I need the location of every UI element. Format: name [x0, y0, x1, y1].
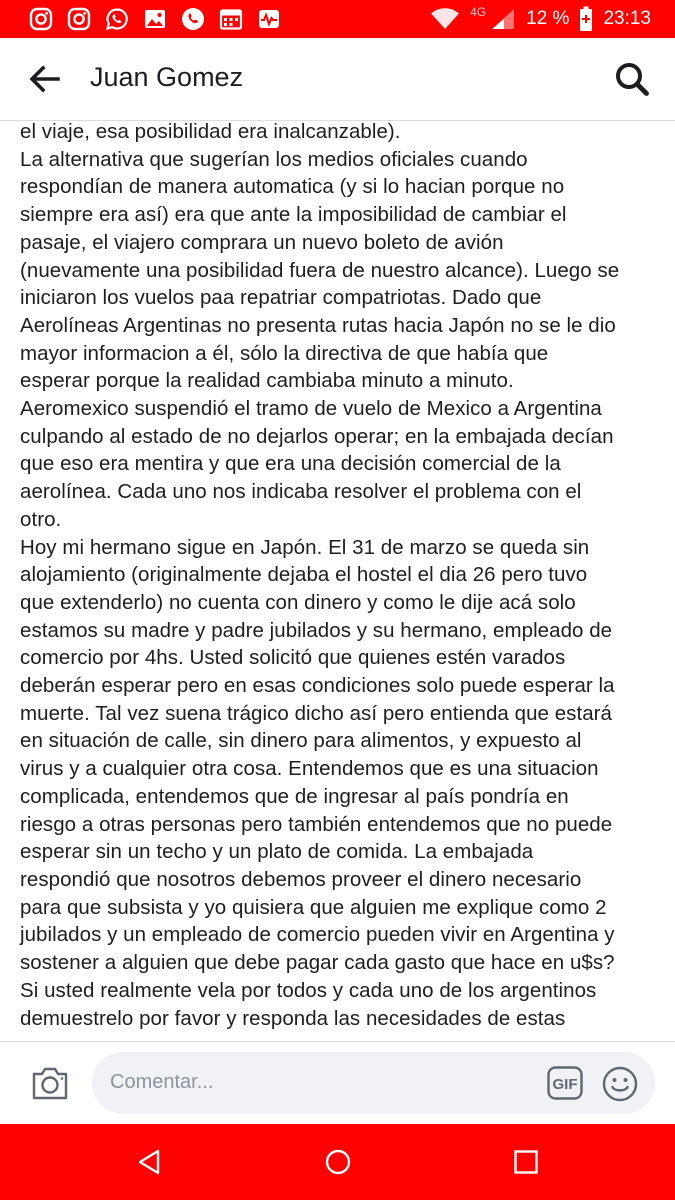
post-text-line: siempre era así) era que ante la imposibilidad de cambiar el	[20, 203, 567, 227]
post-content[interactable]	[0, 121, 675, 1041]
post-text-line: el viaje, esa posibilidad era inalcanzable).	[20, 121, 401, 143]
battery-icon	[579, 6, 593, 32]
post-text-line: Si usted realmente vela por todos y cada uno de los argentinos	[20, 978, 597, 1002]
post-text-line: muerte. Tal vez suena trágico dicho así pero entienda que estará	[20, 701, 612, 725]
post-text-line: culpando al estado de no dejarlos operar; en la embajada decían	[20, 424, 614, 448]
gallery-icon	[142, 7, 168, 31]
post-text-line: otro.	[20, 507, 62, 531]
network-type: 4G	[470, 5, 487, 19]
clock: 23:13	[603, 8, 651, 29]
battery-percentage: 12 %	[526, 8, 570, 29]
post-text-line: que extenderlo) no cuenta con dinero y como le dije acá solo	[20, 590, 576, 614]
post-text-line: jubilados y un empleado de comercio pueden vivir en Argentina y	[20, 923, 615, 947]
post-text-line: demuestrelo por favor y responda las necesidades de estas	[20, 1006, 566, 1030]
post-text-line: complicada, entendemos que de ingresar al país pondría en	[20, 784, 569, 808]
post-text-line: (nuevamente una posibilidad fuera de nuestro alcance). Luego se	[20, 258, 620, 282]
post-text-line: pasaje, el viajero comprara un nuevo boleto de avión	[20, 230, 504, 254]
navigation-bar	[0, 1124, 675, 1200]
phone-icon	[180, 7, 206, 31]
post-text-line: riesgo a otras personas pero también entendemos que no puede	[20, 812, 613, 836]
gif-label: GIF	[552, 1076, 578, 1093]
post-text-line: respondió que nosotros debemos proveer el dinero necesario	[20, 867, 582, 891]
post-text	[20, 121, 660, 1032]
post-text-line: aerolínea. Cada uno nos indicaba resolver el problema con el	[20, 480, 582, 504]
post-text-line: respondían de manera automatica (y si lo hacian porque no	[20, 175, 565, 199]
wifi-icon	[430, 7, 460, 31]
search-icon[interactable]	[615, 62, 649, 96]
page-title: Juan Gomez	[90, 62, 244, 92]
calendar-icon	[218, 7, 244, 31]
post-text-line: comercio por 4hs. Usted solicitó que quienes estén varados	[20, 646, 566, 670]
app-bar	[0, 38, 675, 121]
system-status	[430, 0, 651, 38]
post-text-line: alojamiento (originalmente dejaba el hostel el dia 26 pero tuvo	[20, 563, 588, 587]
post-text-line: virus y a cualquier otra cosa. Entendemos que es una situacion	[20, 757, 599, 781]
post-text-line: para que subsista y yo quisiera que alguien me explique como 2	[20, 895, 607, 919]
comment-bar	[0, 1042, 675, 1124]
emoji-icon[interactable]	[602, 1066, 638, 1102]
post-text-line: iniciaron los vuelos paa repatriar compatriotas. Dado que	[20, 286, 542, 310]
comment-placeholder: Comentar...	[110, 1071, 214, 1093]
instagram-icon	[66, 7, 92, 31]
instagram-icon	[28, 7, 54, 31]
post-text-line: en situación de calle, sin dinero para alimentos, y expuesto al	[20, 729, 582, 753]
post-text-line: sostener a alguien que debe pagar cada gasto que hace en u$s?	[20, 951, 615, 975]
activity-icon	[256, 7, 282, 31]
notification-icons	[28, 7, 282, 31]
home-nav-icon[interactable]	[324, 1148, 352, 1176]
post-text-line: Aeromexico suspendió el tramo de vuelo de Mexico a Argentina	[20, 397, 602, 421]
post-text-line: deberán esperar pero en esas condiciones solo puede esperar la	[20, 674, 615, 698]
post-text-line: esperar sin un techo y un plato de comida. La embajada	[20, 840, 534, 864]
post-text-line: Aerolíneas Argentinas no presenta rutas hacia Japón no se le dio	[20, 313, 616, 337]
post-text-line: que eso era mentira y que era una decisión comercial de la	[20, 452, 561, 476]
post-text-line: mayor informacion a él, sólo la directiva de que había que	[20, 341, 549, 365]
post-text-line: estamos su madre y padre jubilados y su hermano, empleado de	[20, 618, 613, 642]
recents-nav-icon[interactable]	[512, 1148, 540, 1176]
post-text-line: Hoy mi hermano sigue en Japón. El 31 de marzo se queda sin	[20, 535, 590, 559]
gif-icon[interactable]	[547, 1066, 583, 1100]
camera-icon[interactable]	[30, 1064, 70, 1102]
back-arrow-icon[interactable]	[28, 64, 60, 94]
post-text-line: La alternativa que sugerían los medios oficiales cuando	[20, 147, 528, 171]
status-bar	[0, 0, 675, 38]
comment-input[interactable]	[92, 1052, 655, 1114]
whatsapp-icon	[104, 7, 130, 31]
signal-icon	[490, 7, 516, 31]
back-nav-icon[interactable]	[136, 1148, 164, 1176]
post-text-line: esperar porque la realidad cambiaba minuto a minuto.	[20, 369, 514, 393]
